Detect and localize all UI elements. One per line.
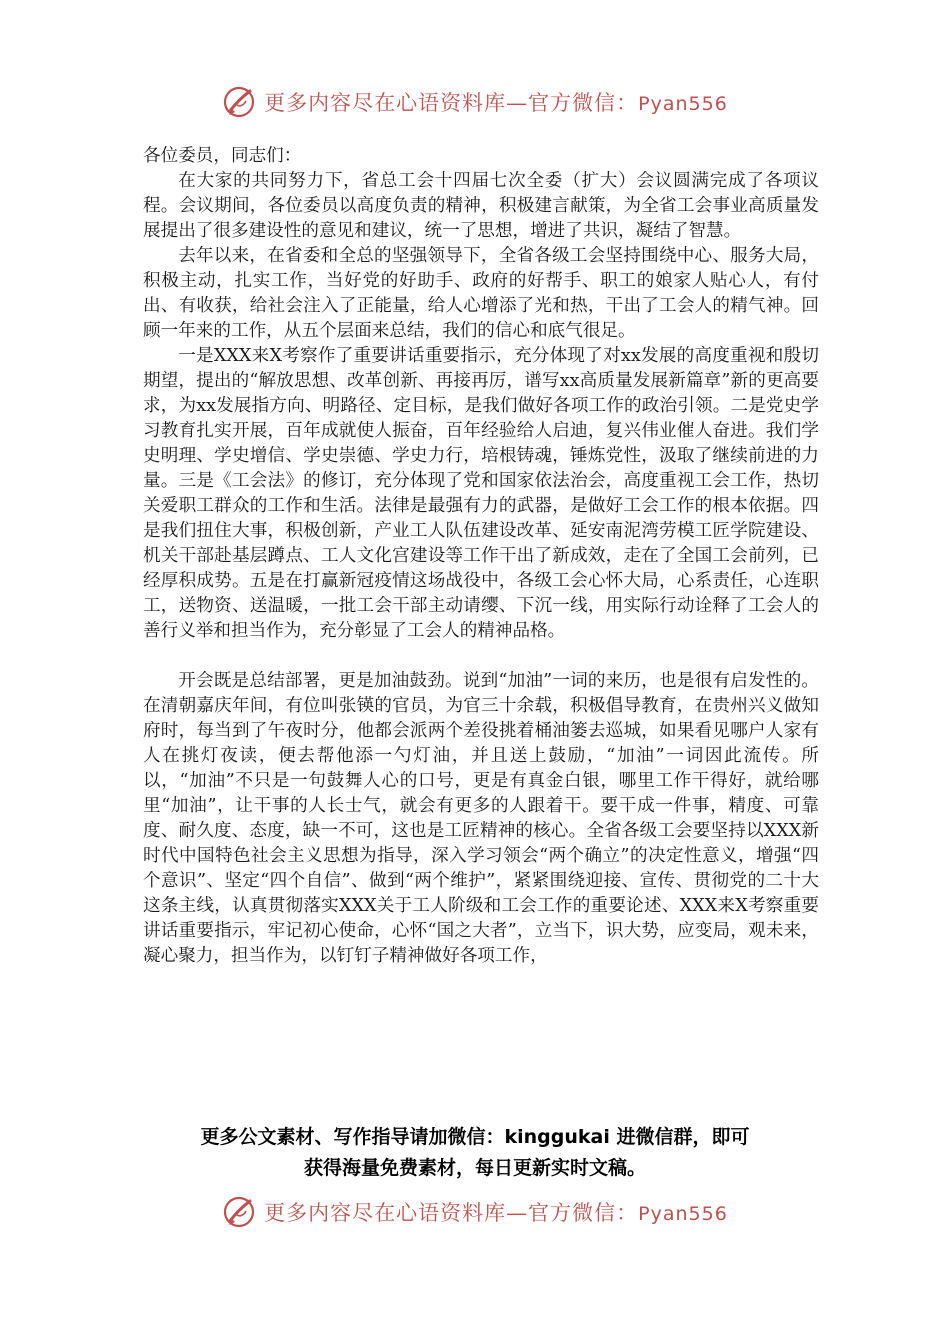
promo-block [120,1122,830,1184]
paragraph: 一是XXX来X考察作了重要讲话重要指示，充分体现了对xx发展的高度重视和殷切期望，提出的“解放思想、改革创新、再接再厉，谱写xx高质量发展新篇章”新的更高要求，为xx发展指方向、明路径、定目标，是我们做好各项工作的政治引领。二是党史学习教育扎实开展，百年成就使人振奋，百年经验给人启迪，复兴伟业催人奋进。我们学史明理、学史增信、学史崇德、学史力行，培根铸魂，锤炼党性，汲取了继续前进的力量。三是《工会法》的修订，充分体现了党和国家依法治会，高度重视工会工作，热切关爱职工群众的工作和生活。法律是最强有力的武器，是做好工会工作的根本依据。四是我们扭住大事，积极创新，产业工人队伍建设改革、延安南泥湾劳模工匠学院建设、机关干部赴基层蹲点、工人文化宫建设等工作干出了新成效，走在了全国工会前列，已经厚积成势。五是在打赢新冠疫情这场战役中，各级工会心怀大局，心系责任，心连职工，送物资、送温暖，一批工会干部主动请缨、下沉一线，用实际行动诠释了工会人的善行义举和担当作为，充分彰显了工会人的精神品格。 [143,346,819,641]
paragraph: 开会既是总结部署，更是加油鼓劲。说到“加油”一词的来历，也是很有启发性的。在清朝嘉庆年间，有位叫张锳的官员，为官三十余载，积极倡导教育，在贵州兴义做知府时，每当到了午夜时分，他都会派两个差役挑着桶油篓去巡城，如果看见哪户人家有人在挑灯夜读，便去帮他添一勺灯油，并且送上鼓励，“加油”一词因此流传。所以，“加油”不只是一句鼓舞人心的口号，更是有真金白银，哪里工作干得好，就给哪里“加油”，让干事的人长士气，就会有更多的人跟着干。要干成一件事，精度、可靠度、耐久度、态度，缺一不可，这也是工匠精神的核心。全省各级工会要坚持以XXX新时代中国特色社会主义思想为指导，深入学习领会“两个确立”的决定性意义，增强“四个意识”、坚定“四个自信”、做到“两个维护”，紧紧围绕迎接、宣传、贯彻党的二十大这条主线，认真贯彻落实XXX关于工人阶级和工会工作的重要论述、XXX来X考察重要讲话重要指示，牢记初心使命，心怀“国之大者”，立当下，识大势，应变局，观未来，凝心聚力，担当作为，以钉钉子精神做好各项工作， [143,671,819,966]
footer-banner-text [264,1197,728,1227]
promo-line-1: 更多公文素材、写作指导请加微信：kinggukai 进微信群，即可 [200,1126,750,1148]
footer-wechat-id: Pyan556 [638,1203,728,1225]
document-body [143,144,819,969]
header-banner [0,82,950,122]
footer-separator: — [506,1201,529,1225]
paragraph: 去年以来，在省委和全总的坚强领导下，全省各级工会坚持围绕中心、服务大局，积极主动，扎实工作，当好党的好助手、政府的好帮手、职工的娘家人贴心人，有付出、有收获，给社会注入了正能量，给人心增添了光和热，干出了工会人的精气神。回顾一年来的工作，从五个层面来总结，我们的信心和底气很足。 [143,246,819,341]
header-wechat-id: Pyan556 [638,93,728,115]
pen-brush-logo-icon [222,85,256,119]
header-brand-text: 更多内容尽在心语资料库 [264,91,507,115]
header-wechat-label: 官方微信： [528,91,639,115]
promo-line-2: 获得海量免费素材，每日更新实时文稿。 [303,1157,646,1179]
footer-brand-text: 更多内容尽在心语资料库 [264,1201,507,1225]
paragraph: 在大家的共同努力下，省总工会十四届七次全委（扩大）会议圆满完成了各项议程。会议期间，各位委员以高度负责的精神，积极建言献策，为全省工会事业高质量发展提出了很多建设性的意见和建议，统一了思想，增进了共识，凝结了智慧。 [143,171,819,241]
footer-banner [0,1192,950,1232]
salutation: 各位委员，同志们： [143,146,302,166]
pen-brush-logo-icon [222,1195,256,1229]
header-banner-text [264,87,728,117]
header-separator: — [506,91,529,115]
footer-wechat-label: 官方微信： [528,1201,639,1225]
